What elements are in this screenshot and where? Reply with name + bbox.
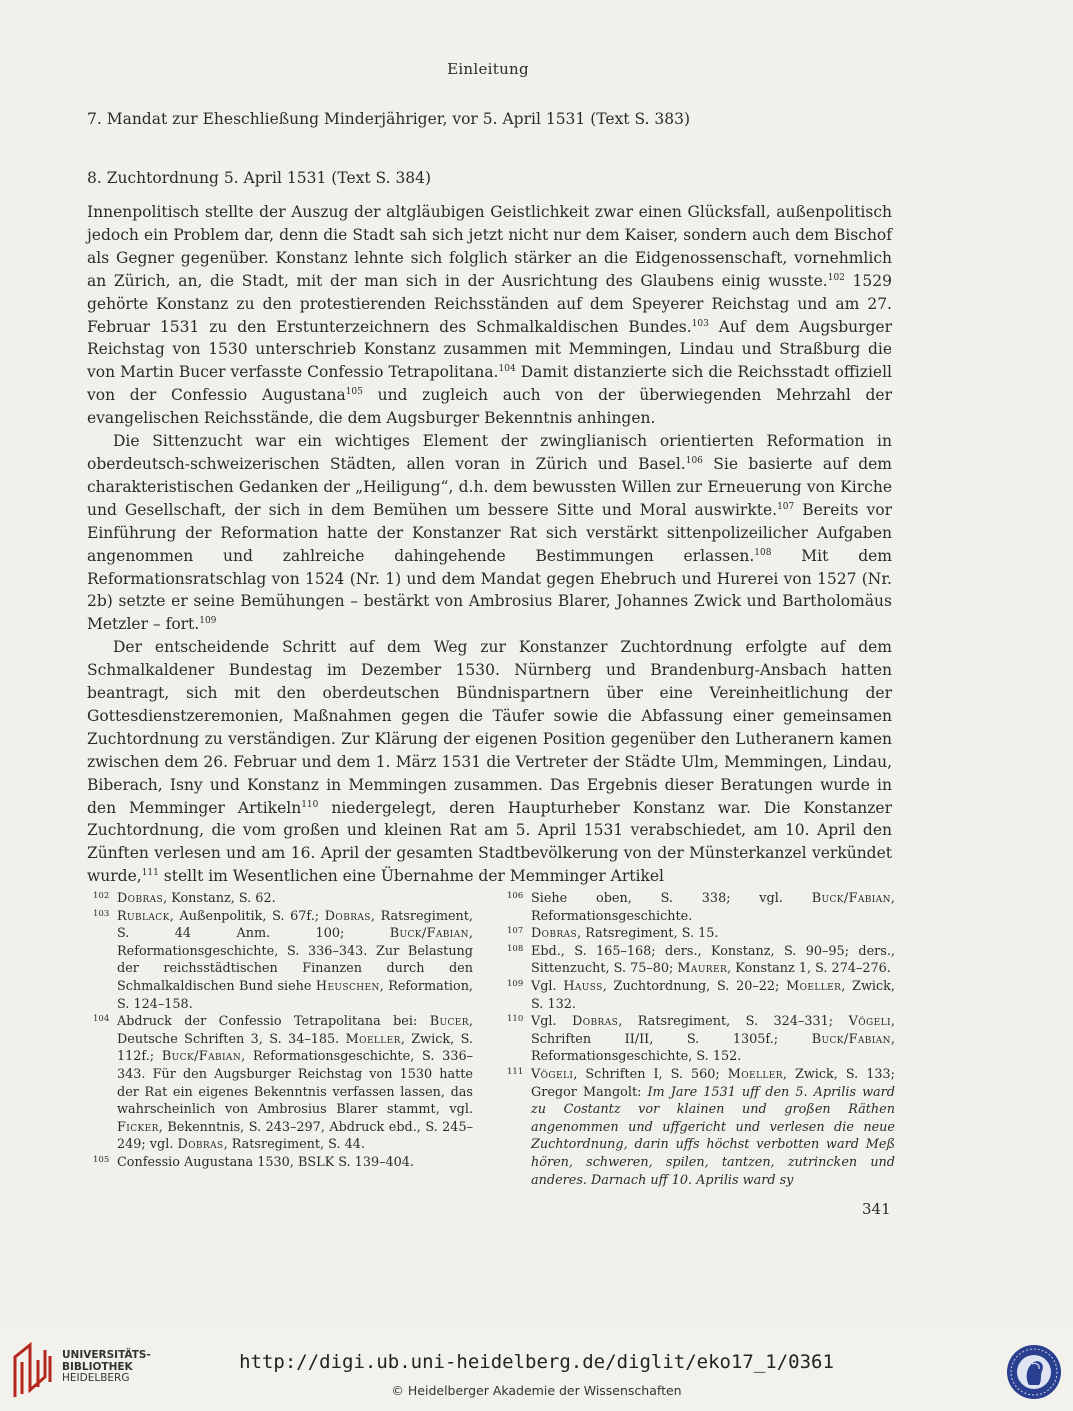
- author-name: Buck/Fabian: [389, 926, 469, 942]
- academy-seal-icon[interactable]: [1005, 1343, 1063, 1401]
- text-run: Damit distanzierte sich die Reichsstadt offiziell von der Confessio Augustana: [87, 363, 893, 405]
- author-name: Dobras: [324, 908, 371, 924]
- author-name: Dobras: [177, 1137, 224, 1153]
- footnote-ref[interactable]: 109: [199, 616, 217, 627]
- footnote-ref[interactable]: 102: [827, 272, 845, 283]
- author-name: Rublack: [117, 908, 170, 924]
- footnote-text: Im Jare 1531 uff den 5. Aprilis ward zu Costantz vor klainen und großen Räthen angenommen und uffgericht und verlesen die neue Zuchtordnung, darin uffs höchst verbotten ward Meß hören, schweren, spilen, tantzen, zutrincken und anderes. Darnach uff 10. Aprilis ward sy: [531, 1084, 895, 1188]
- footnote-text: , Deutsche Schriften 3, S. 34–185.: [117, 1014, 473, 1047]
- footnote-number: 109: [507, 978, 524, 989]
- footnote-text: , Reformationsgeschichte, S. 336–343. Für den Augsburger Reichstag von 1530 hatte der Rat ein eigenes Bekenntnis verfassen lassen, das wahrscheinlich von Ambrosius Blarer stammt, vgl.: [117, 1049, 474, 1118]
- author-name: Maurer: [677, 961, 728, 977]
- section-heading-8: 8. Zuchtordnung 5. April 1531 (Text S. 384): [87, 169, 432, 187]
- author-name: Buck/Fabian: [811, 1031, 891, 1047]
- author-name: Heuschen: [315, 978, 380, 994]
- text-run: Auf dem Augsburger Reichstag von 1530 unterschrieb Konstanz zusammen mit Memmingen, Lindau und Straßburg die von Martin Bucer verfasste Confessio Tetrapolitana.: [87, 317, 893, 382]
- section-heading-7: 7. Mandat zur Eheschließung Minderjähriger, vor 5. April 1531 (Text S. 383): [87, 110, 691, 128]
- author-name: Buck/Fabian: [161, 1049, 242, 1065]
- footnote-text: Vgl.: [531, 978, 564, 994]
- footnote-ref[interactable]: 104: [498, 364, 516, 375]
- footnote: [507, 978, 895, 1013]
- text-run: Der entscheidende Schritt auf dem Weg zur Konstanzer Zuchtordnung erfolgte auf dem Schmalkaldener Bundestag im Dezember 1530. Nürnberg und Brandenburg-Ansbach hatten beantragt, sich mit den oberdeutschen Bündnispartnern über eine Vereinheitlichung der Gottesdienstzeremonien, Maßnahmen gegen die Täufer sowie die Abfassung einer gemeinsamen Zuchtordnung zu verständigen. Zur Klärung der eigenen Position gegenüber den Lutheranern kamen zwischen dem 26. Februar und dem 1. März 1531 die Vertreter der Städte Ulm, Memmingen, Lindau, Biberach, Isny und Konstanz in Memmingen zusammen. Das Ergebnis dieser Beratungen wurde in den Memminger Artikeln: [87, 638, 892, 817]
- footnote-ref[interactable]: 108: [754, 547, 772, 558]
- text-run: Die Sittenzucht war ein wichtiges Element der zwinglianisch orientierten Reformation in oberdeutsch-schweizerischen Städten, allen voran in Zürich und Basel.: [87, 432, 892, 473]
- footnote-number: 104: [93, 1014, 110, 1025]
- author-name: Vögeli: [531, 1066, 574, 1082]
- author-name: Dobras: [572, 1014, 619, 1030]
- footnote-text: Siehe oben, S. 338; vgl.: [531, 891, 812, 906]
- footnote: [507, 890, 895, 925]
- text-run: niedergelegt, deren Haupturheber Konstanz war. Die Konstanzer Zuchtordnung, die vom großen und kleinen Rat am 5. April 1531 verabschiedet, am 10. April den Zünften verlesen und am 16. April der gesamten Stadtbevölkerung von der Münsterkanzel verkündet wurde,: [87, 798, 893, 886]
- author-name: Dobras: [117, 891, 164, 906]
- author-name: Moeller: [786, 978, 842, 994]
- footnote-number: 103: [93, 908, 110, 919]
- footnote-text: , Schriften I, S. 560;: [573, 1066, 728, 1082]
- footnote-text: , Ratsregiment, S. 15.: [577, 926, 719, 942]
- author-name: Moeller: [345, 1031, 401, 1047]
- logo-line: BIBLIOTHEK: [62, 1360, 133, 1373]
- footnote-number: 105: [93, 1154, 110, 1165]
- footnote: [93, 1013, 473, 1154]
- footnote: [507, 1066, 895, 1189]
- footnote-number: 111: [507, 1066, 524, 1077]
- paragraph: [87, 201, 892, 430]
- footnote-ref[interactable]: 107: [777, 501, 795, 512]
- author-name: Buck/Fabian: [811, 891, 891, 906]
- logo-line: UNIVERSITÄTS-: [62, 1349, 151, 1361]
- footnotes-left-column: [93, 890, 473, 1172]
- text-run: und zugleich auch von der überwiegenden Mehrzahl der evangelischen Reichsstände, die dem Augsburger Bekenntnis anhingen.: [87, 386, 892, 428]
- logo-line: HEIDELBERG: [62, 1372, 130, 1384]
- text-run: 1529 gehörte Konstanz zu den protestierenden Reichsständen auf dem Speyerer Reichstag und am 27. Februar 1531 zu den Erstunterzeichnern des Schmalkaldischen Bundes.: [87, 271, 892, 336]
- footnote-ref[interactable]: 105: [345, 387, 363, 398]
- footnote-text: Confessio Augustana 1530, BSLK S. 139–404.: [117, 1154, 415, 1170]
- author-name: Hauss: [563, 978, 603, 994]
- footnote-number: 106: [507, 891, 524, 901]
- author-name: Vögeli: [848, 1014, 891, 1030]
- footnote-text: , Reformationsgeschichte, S. 336–343. Zur Belastung der reichsstädtischen Finanzen durch den Schmalkaldischen Bund siehe: [117, 926, 473, 994]
- footnote: [93, 890, 473, 908]
- footnote-number: 107: [507, 926, 524, 937]
- footnote-text: , Reformationsgeschichte, S. 152.: [531, 1031, 895, 1065]
- footnote-number: 102: [93, 891, 110, 901]
- footnote-text: , Bekenntnis, S. 243–297, Abdruck ebd., S. 245–249; vgl.: [117, 1119, 473, 1153]
- footnote-text: , Ratsregiment, S. 324–331;: [618, 1014, 849, 1030]
- footnote-ref[interactable]: 106: [685, 455, 703, 466]
- text-run: Sie basierte auf dem charakteristischen Gedanken der „Heiligung“, d.h. dem bewussten Willen zur Erneuerung von Kirche und Gesellschaft, der sich in dem Bemühen um bessere Sitte und Moral auswirkte.: [87, 454, 892, 519]
- footnote-text: Ebd., S. 165–168; ders., Konstanz, S. 90–95; ders., Sittenzucht, S. 75–80;: [531, 943, 895, 977]
- footnote-text: , Reformationsgeschichte.: [531, 891, 895, 924]
- paragraph: [87, 636, 892, 888]
- text-run: stellt im Wesentlichen eine Übernahme der Memminger Artikel: [158, 867, 664, 886]
- footnote-text: Vgl.: [531, 1014, 573, 1030]
- footnote-text: , Zwick, S. 112f.;: [117, 1031, 473, 1065]
- page-number: 341: [862, 1200, 891, 1218]
- running-head: Einleitung: [447, 60, 529, 78]
- footnote-text: , Zuchtordnung, S. 20–22;: [602, 978, 787, 994]
- footnote-text: , Ratsregiment, S. 44 Anm. 100;: [117, 908, 473, 942]
- footnote: [507, 943, 895, 978]
- footnote: [507, 925, 895, 943]
- footer-copyright: © Heidelberger Akademie der Wissenschaften: [391, 1383, 682, 1398]
- footnote-text: , Außenpolitik, S. 67f.;: [169, 908, 325, 924]
- text-run: Bereits vor Einführung der Reformation hatte der Konstanzer Rat sich verstärkt sittenpolizeilicher Aufgaben angenommen und zahlreiche dahingehende Bestimmungen erlassen.: [87, 500, 892, 565]
- author-name: Dobras: [531, 926, 578, 942]
- footnote: [507, 1013, 895, 1066]
- footnote-text: , Zwick, S. 132.: [531, 978, 895, 1012]
- footnote-text: , Konstanz, S. 62.: [163, 891, 276, 906]
- footnote-text: , Schriften II/II, S. 1305f.;: [531, 1014, 895, 1047]
- footnote-ref[interactable]: 110: [301, 799, 319, 810]
- footnote-ref[interactable]: 103: [691, 318, 709, 329]
- footnote: [93, 1154, 473, 1172]
- text-run: Innenpolitisch stellte der Auszug der altgläubigen Geistlichkeit zwar einen Glücksfall, außenpolitisch jedoch ein Problem dar, denn die Stadt sah sich jetzt nicht nur dem Kaiser, sondern auch dem Bischof als Gegner gegenüber. Konstanz lehnte sich folglich stärker an die Eidgenossenschaft, vornehmlich an Zürich, an, die Stadt, mit der man sich in der Ausrichtung des Glaubens einig wusste.: [87, 203, 892, 290]
- footnote-number: 108: [507, 943, 524, 954]
- footnote-text: Abdruck der Confessio Tetrapolitana bei:: [117, 1014, 430, 1030]
- footnote: [93, 908, 473, 1014]
- footnotes-right-column: [507, 890, 895, 1189]
- author-name: Ficker: [117, 1119, 159, 1135]
- footnote-number: 110: [507, 1014, 524, 1025]
- footnote-ref[interactable]: 111: [141, 868, 159, 879]
- footer-url-link[interactable]: http://digi.ub.uni-heidelberg.de/diglit/eko17_1/0361: [239, 1351, 834, 1373]
- footnote-text: , Reformation, S. 124–158.: [117, 978, 474, 1012]
- footnote-text: , Ratsregiment, S. 44.: [223, 1137, 365, 1153]
- author-name: Bucer: [429, 1014, 469, 1030]
- paragraph: [87, 430, 892, 636]
- author-name: Moeller: [727, 1066, 783, 1082]
- body-text: [87, 201, 892, 888]
- text-run: Mit dem Reformationsratschlag von 1524 (Nr. 1) und dem Mandat gegen Ehebruch und Hurerei von 1527 (Nr. 2b) setzte er seine Bemühungen – bestärkt von Ambrosius Blarer, Johannes Zwick und Bartholomäus Metzler – fort.: [87, 546, 892, 634]
- footnote-text: , Zwick, S. 133; Gregor Mangolt:: [531, 1066, 895, 1100]
- footnote-text: , Konstanz 1, S. 274–276.: [727, 961, 891, 977]
